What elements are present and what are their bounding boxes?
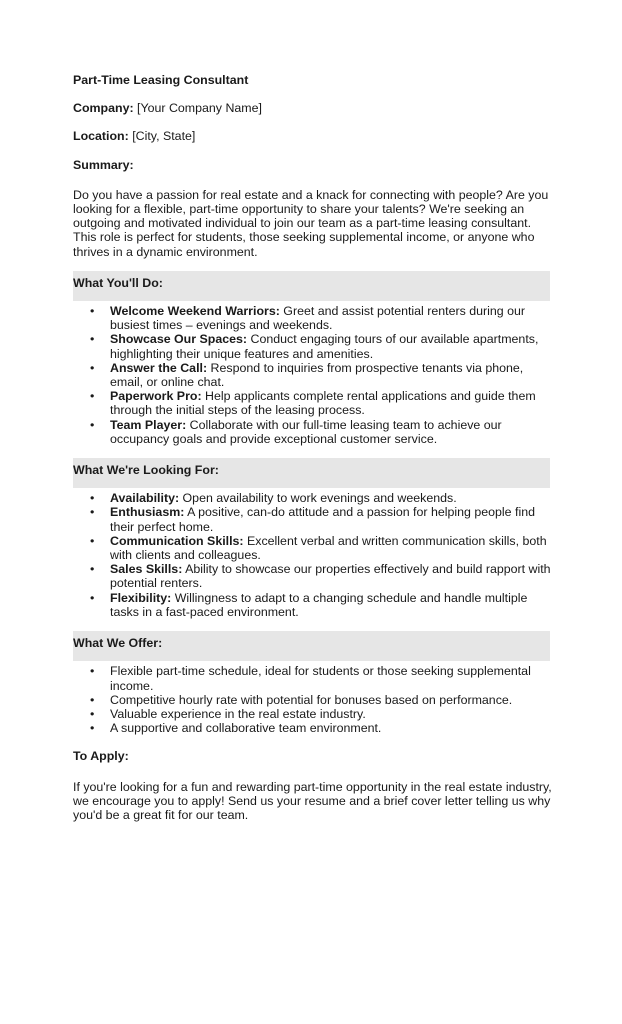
item-text: Willingness to adapt to a changing schedule and handle multiple tasks in a fast-paced environment. xyxy=(110,590,528,619)
summary-text: Do you have a passion for real estate and a knack for connecting with people? Are you looking for a flexible, part-time opportunity to share your talents? We're seeking an outgoing and motivated individual to join our team as a part-time leasing consultant. This role is perfect for students, those seeking supplemental income, or anyone who thrives in a dynamic environment. xyxy=(73,187,549,259)
list-item: • Valuable experience in the real estate industry. xyxy=(110,707,553,721)
item-text: Excellent verbal and written communication skills, both with clients and colleagues. xyxy=(110,533,547,563)
list-item xyxy=(110,418,553,446)
what-we-offer-list xyxy=(73,664,553,735)
item-title: Paperwork Pro: xyxy=(110,389,202,404)
item-title: Flexibility: xyxy=(110,590,172,605)
list-item: • A supportive and collaborative team environment. xyxy=(110,721,553,735)
item-text: Help applicants complete rental applications and guide them through the initial steps of the leasing process. xyxy=(110,389,536,418)
item-text: Open availability to work evenings and weekends. xyxy=(179,491,457,506)
item-title: Communication Skills: xyxy=(110,533,244,548)
summary-heading: Summary: xyxy=(73,157,134,172)
item-title: Availability: xyxy=(110,491,180,506)
section-heading-what-youll-do: What You'll Do: xyxy=(73,271,550,301)
list-item: • Flexible part-time schedule, ideal for students or those seeking supplemental income. xyxy=(110,664,553,692)
item-text: Ability to showcase our properties effectively and build rapport with potential renters. xyxy=(110,562,551,591)
company-label: Company: xyxy=(73,101,134,116)
apply-text: If you're looking for a fun and rewarding part-time opportunity in the real estate industry, we encourage you to apply! Send us your resume and a brief cover letter telling us why you'd be a great fit for our team. xyxy=(73,779,552,822)
item-text: Conduct engaging tours of our available apartments, highlighting their unique features and amenities. xyxy=(110,332,539,361)
location-value: [City, State] xyxy=(132,129,196,144)
job-posting xyxy=(73,66,553,822)
location-line xyxy=(73,129,553,143)
list-item xyxy=(110,562,553,590)
list-item xyxy=(110,361,553,389)
list-item xyxy=(110,332,553,360)
list-item xyxy=(110,389,553,417)
looking-for-list xyxy=(73,491,553,619)
location-label: Location: xyxy=(73,129,129,144)
section-heading-what-we-offer: What We Offer: xyxy=(73,631,550,661)
what-youll-do-list xyxy=(73,304,553,446)
list-item: • Competitive hourly rate with potential for bonuses based on performance. xyxy=(110,693,553,707)
list-item xyxy=(110,505,553,533)
company-line xyxy=(73,101,553,115)
item-title: Welcome Weekend Warriors: xyxy=(110,304,280,319)
item-title: Team Player: xyxy=(110,417,187,432)
page-title: Part-Time Leasing Consultant xyxy=(73,73,249,87)
list-item xyxy=(110,304,553,332)
item-text: A positive, can-do attitude and a passion for helping people find their perfect home. xyxy=(110,505,535,534)
list-item xyxy=(110,591,553,619)
section-heading-looking-for: What We're Looking For: xyxy=(73,458,550,488)
item-text: Collaborate with our full-time leasing team to achieve our occupancy goals and provide exceptional customer service. xyxy=(110,417,502,446)
company-value: [Your Company Name] xyxy=(137,101,262,116)
apply-heading: To Apply: xyxy=(73,749,129,764)
item-text: Greet and assist potential renters during our busiest times – evenings and weekends. xyxy=(110,304,526,333)
item-title: Sales Skills: xyxy=(110,562,183,577)
item-title: Answer the Call: xyxy=(110,360,208,375)
list-item xyxy=(110,534,553,562)
list-item xyxy=(110,491,553,505)
item-title: Showcase Our Spaces: xyxy=(110,332,248,347)
item-title: Enthusiasm: xyxy=(110,505,185,520)
item-text: Respond to inquiries from prospective tenants via phone, email, or online chat. xyxy=(110,360,524,390)
